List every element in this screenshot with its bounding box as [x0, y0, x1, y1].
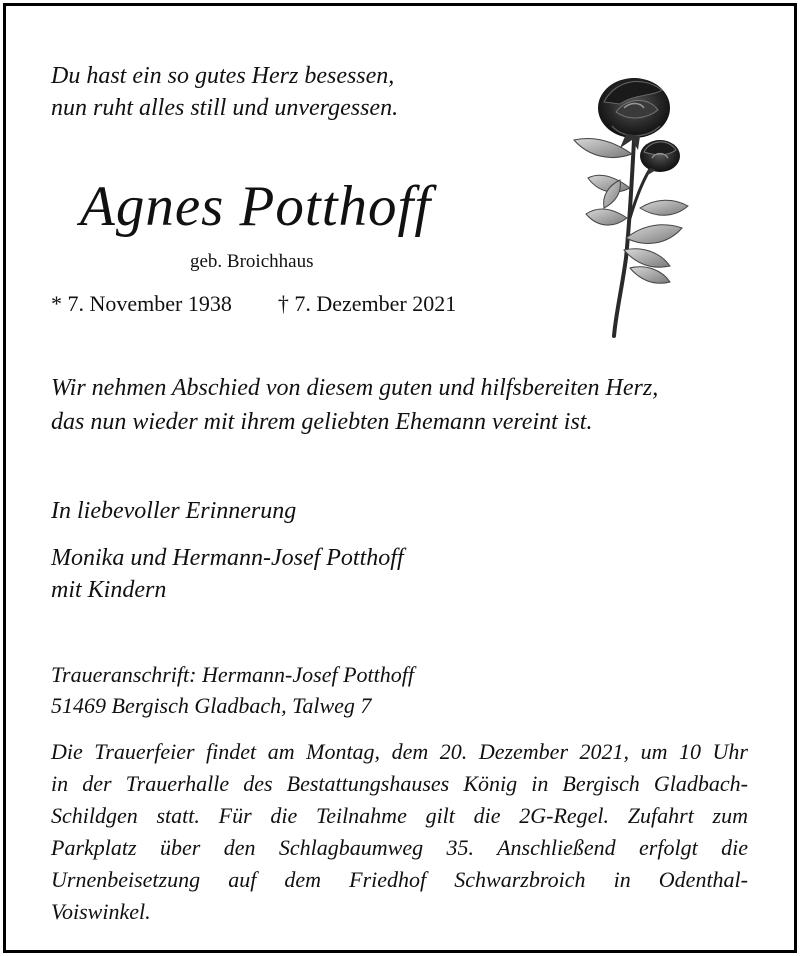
memory-line: In liebevoller Erinnerung	[51, 498, 297, 524]
family-signature	[51, 542, 404, 606]
deceased-name: Agnes Potthoff	[80, 175, 432, 238]
mourning-address	[51, 659, 414, 721]
death-date: † 7. Dezember 2021	[277, 291, 457, 316]
address-line: Traueranschrift: Hermann-Josef Potthoff	[51, 662, 414, 687]
farewell-line: Wir nehmen Abschied von diesem guten und hilfsbereiten Herz,	[51, 375, 659, 401]
service-line: Parkplatz über den Schlagbaumweg 35. Anschließend erfolgt die	[51, 835, 748, 860]
service-line: Die Trauerfeier findet am Montag, dem 20. Dezember 2021, um 10 Uhr	[51, 739, 748, 764]
poem-line: nun ruht alles still und unvergessen.	[51, 95, 399, 121]
service-line: in der Trauerhalle des Bestattungshauses König in Bergisch Gladbach-	[51, 771, 748, 796]
funeral-service-details	[51, 736, 748, 928]
address-line: 51469 Bergisch Gladbach, Talweg 7	[51, 693, 372, 718]
service-line: Urnenbeisetzung auf dem Friedhof Schwarzbroich in Odenthal-	[51, 867, 748, 892]
family-line: Monika und Hermann-Josef Potthoff	[51, 545, 404, 571]
family-line: mit Kindern	[51, 577, 167, 603]
birth-date: * 7. November 1938	[51, 291, 232, 316]
poem	[51, 60, 398, 124]
service-line: Voiswinkel.	[51, 899, 151, 924]
poem-line: Du hast ein so gutes Herz besessen,	[51, 63, 395, 89]
rose-icon	[564, 68, 714, 340]
life-dates	[51, 290, 456, 318]
birth-name: geb. Broichhaus	[190, 251, 314, 272]
farewell-line: das nun wieder mit ihrem geliebten Ehemann vereint ist.	[51, 409, 593, 435]
obituary-notice	[3, 3, 797, 953]
service-line: Schildgen statt. Für die Teilnahme gilt die 2G-Regel. Zufahrt zum	[51, 803, 748, 828]
farewell-text	[51, 371, 658, 439]
